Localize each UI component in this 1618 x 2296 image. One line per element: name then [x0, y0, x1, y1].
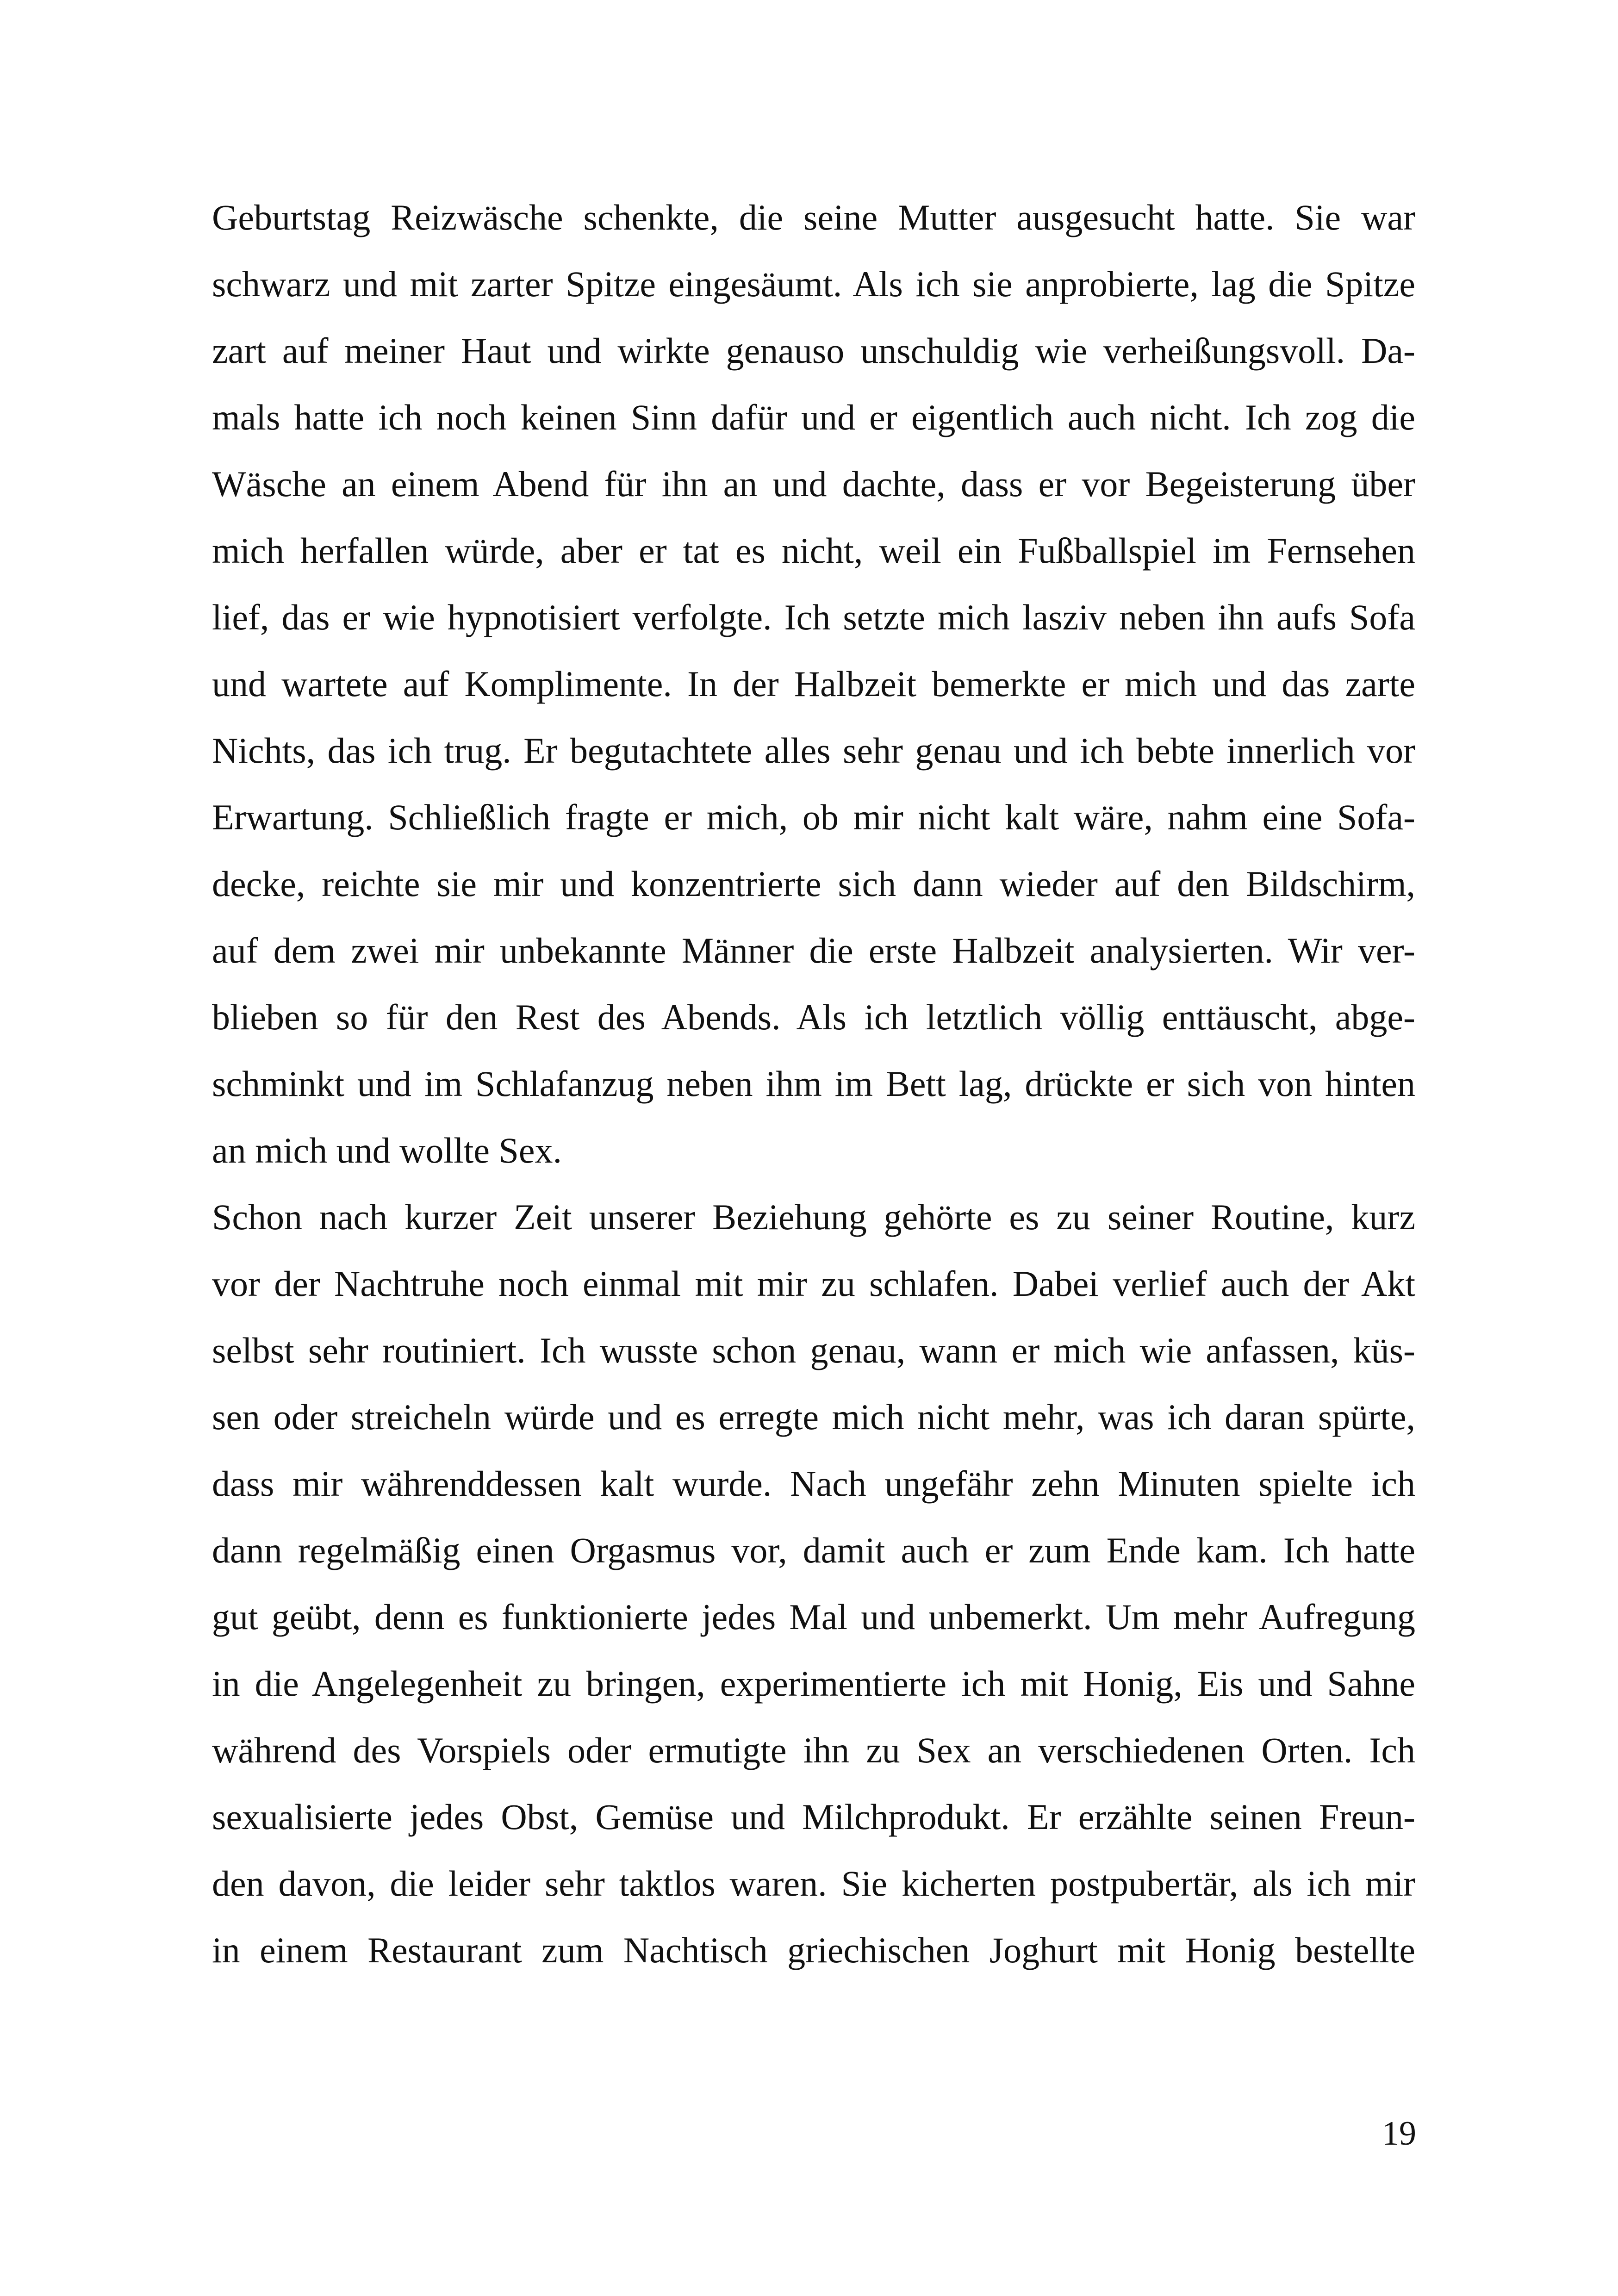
- text-line: gut geübt, denn es funktionierte jedes Mal und unbemerkt. Um mehr Aufregung: [212, 1597, 1415, 1637]
- text-line: selbst sehr routiniert. Ich wusste schon genau, wann er mich wie anfassen, küs-: [212, 1330, 1415, 1370]
- text-line: decke, reichte sie mir und konzentrierte sich dann wieder auf den Bildschirm,: [212, 864, 1415, 904]
- text-line: Wäsche an einem Abend für ihn an und dachte, dass er vor Begeisterung über: [212, 464, 1415, 504]
- text-line: schwarz und mit zarter Spitze eingesäumt. Als ich sie anprobierte, lag die Spitze: [212, 264, 1415, 304]
- text-line: in einem Restaurant zum Nachtisch griechischen Joghurt mit Honig bestellte: [212, 1930, 1415, 1970]
- text-line: zart auf meiner Haut und wirkte genauso unschuldig wie verheißungsvoll. Da-: [212, 330, 1415, 371]
- text-line: an mich und wollte Sex.: [212, 1130, 562, 1170]
- text-line: sen oder streicheln würde und es erregte mich nicht mehr, was ich daran spürte,: [212, 1397, 1415, 1437]
- text-line: Geburtstag Reizwäsche schenkte, die seine Mutter ausgesucht hatte. Sie war: [212, 197, 1415, 237]
- text-line: in die Angelegenheit zu bringen, experimentierte ich mit Honig, Eis und Sahne: [212, 1663, 1415, 1704]
- text-line: lief, das er wie hypnotisiert verfolgte. Ich setzte mich lasziv neben ihn aufs Sofa: [212, 597, 1415, 637]
- text-line: dann regelmäßig einen Orgasmus vor, damit auch er zum Ende kam. Ich hatte: [212, 1530, 1415, 1570]
- text-line: mals hatte ich noch keinen Sinn dafür und er eigentlich auch nicht. Ich zog die: [212, 397, 1415, 437]
- body-text: [212, 184, 1415, 1984]
- text-line: und wartete auf Komplimente. In der Halbzeit bemerkte er mich und das zarte: [212, 664, 1415, 704]
- text-line: Erwartung. Schließlich fragte er mich, ob mir nicht kalt wäre, nahm eine Sofa-: [212, 797, 1415, 837]
- text-line: sexualisierte jedes Obst, Gemüse und Milchprodukt. Er erzählte seinen Freun-: [212, 1797, 1415, 1837]
- text-line: während des Vorspiels oder ermutigte ihn zu Sex an verschiedenen Orten. Ich: [212, 1730, 1415, 1770]
- text-line: vor der Nachtruhe noch einmal mit mir zu schlafen. Dabei verlief auch der Akt: [212, 1263, 1415, 1304]
- text-line: dass mir währenddessen kalt wurde. Nach ungefähr zehn Minuten spielte ich: [212, 1463, 1415, 1504]
- text-line: auf dem zwei mir unbekannte Männer die erste Halbzeit analysierten. Wir ver-: [212, 930, 1415, 971]
- page-number: 19: [1382, 2115, 1416, 2153]
- text-line: schminkt und im Schlafanzug neben ihm im Bett lag, drückte er sich von hinten: [212, 1064, 1415, 1104]
- text-line: Nichts, das ich trug. Er begutachtete alles sehr genau und ich bebte innerlich vor: [212, 730, 1415, 771]
- text-line: Schon nach kurzer Zeit unserer Beziehung gehörte es zu seiner Routine, kurz: [212, 1197, 1415, 1237]
- text-line: den davon, die leider sehr taktlos waren. Sie kicherten postpubertär, als ich mir: [212, 1863, 1415, 1904]
- text-line: blieben so für den Rest des Abends. Als ich letztlich völlig enttäuscht, abge-: [212, 997, 1415, 1037]
- text-line: mich herfallen würde, aber er tat es nicht, weil ein Fußballspiel im Fernsehen: [212, 530, 1415, 571]
